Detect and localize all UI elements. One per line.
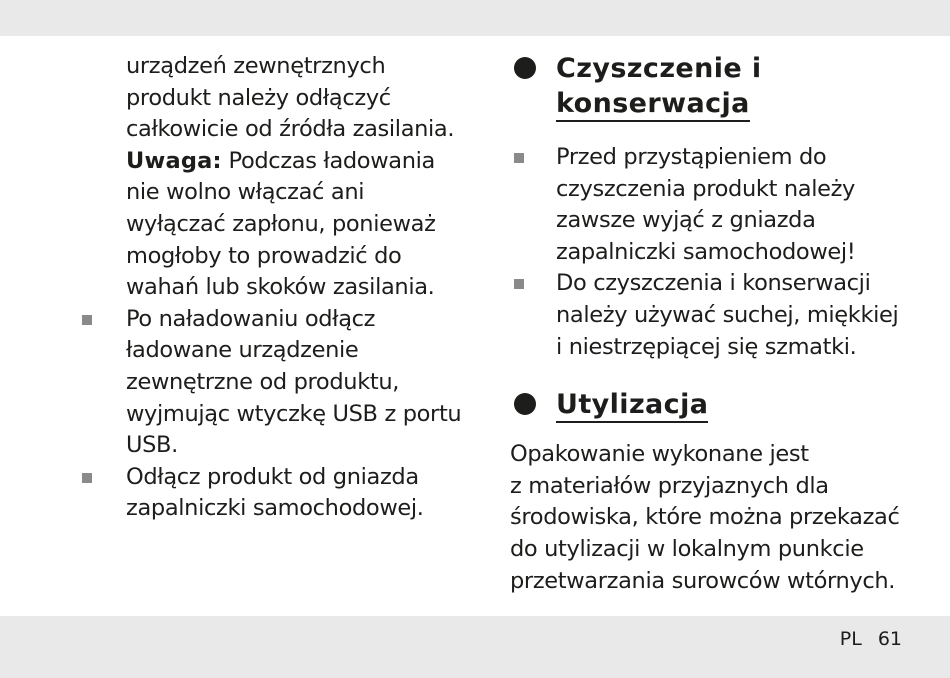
warning-paragraph	[126, 146, 478, 304]
cleaning-list	[510, 142, 920, 363]
section-heading-cleaning	[510, 51, 920, 122]
text-line: i niestrzępiącej się szmatki.	[556, 333, 857, 360]
text-line: zapalniczki samochodowej!	[556, 238, 856, 265]
section-heading-disposal	[510, 387, 920, 423]
language-code: PL	[839, 628, 862, 650]
text-line: Do czyszczenia i konserwacji	[556, 270, 871, 297]
page-footer	[840, 628, 902, 650]
square-bullet-icon	[82, 315, 92, 325]
page-number: 61	[877, 628, 902, 650]
text-line: Po naładowaniu odłącz	[126, 305, 376, 332]
text-line: do utylizacji w lokalnym punkcie	[510, 535, 864, 562]
text-line: przetwarzania surowców wtórnych.	[510, 567, 896, 594]
footer-band	[0, 616, 950, 678]
warning-label: Uwaga:	[126, 147, 222, 174]
text-line: czyszczenia produkt należy	[556, 175, 856, 202]
warning-text: Podczas ładowania	[221, 147, 435, 174]
square-bullet-icon	[514, 153, 524, 163]
text-line: Odłącz produkt od gniazda	[126, 463, 419, 490]
text-line: wahań lub skoków zasilania.	[126, 274, 435, 301]
text-line: środowiska, które można przekazać	[510, 504, 900, 531]
heading-bullet-icon	[514, 393, 536, 415]
heading-line: Utylizacja	[556, 388, 708, 423]
heading-bullet-icon	[514, 57, 536, 79]
continuation-paragraph	[126, 51, 478, 146]
heading-line: Czyszczenie i	[556, 53, 762, 84]
text-line: zapalniczki samochodowej.	[126, 495, 424, 522]
warning-first-line	[126, 146, 478, 178]
text-line: zewnętrzne od produktu,	[126, 368, 400, 395]
list-item	[510, 142, 920, 268]
text-line: należy używać suchej, miękkiej	[556, 301, 899, 328]
text-line: zawsze wyjąć z gniazda	[556, 207, 816, 234]
text-line: nie wolno włączać ani	[126, 179, 365, 206]
text-line: z materiałów przyjaznych dla	[510, 472, 829, 499]
list-item	[510, 268, 920, 363]
text-line: USB.	[126, 432, 178, 459]
text-line: ładowane urządzenie	[126, 337, 359, 364]
text-line: całkowicie od źródła zasilania.	[126, 116, 455, 143]
square-bullet-icon	[82, 473, 92, 483]
text-line: mogłoby to prowadzić do	[126, 242, 402, 269]
text-line: urządzeń zewnętrznych	[126, 53, 386, 79]
left-column	[78, 51, 478, 525]
text-line: produkt należy odłączyć	[126, 84, 391, 111]
text-line: wyjmując wtyczkę USB z portu	[126, 400, 462, 427]
right-column	[510, 51, 920, 597]
list-item	[78, 462, 478, 525]
heading-line: konserwacja	[556, 87, 750, 122]
disposal-paragraph	[510, 439, 920, 597]
square-bullet-icon	[514, 279, 524, 289]
text-line: Opakowanie wykonane jest	[510, 441, 809, 468]
text-line: Przed przystąpieniem do	[556, 144, 827, 170]
list-item	[78, 304, 478, 462]
top-margin-band	[0, 0, 950, 36]
text-line: wyłączać zapłonu, ponieważ	[126, 210, 436, 237]
